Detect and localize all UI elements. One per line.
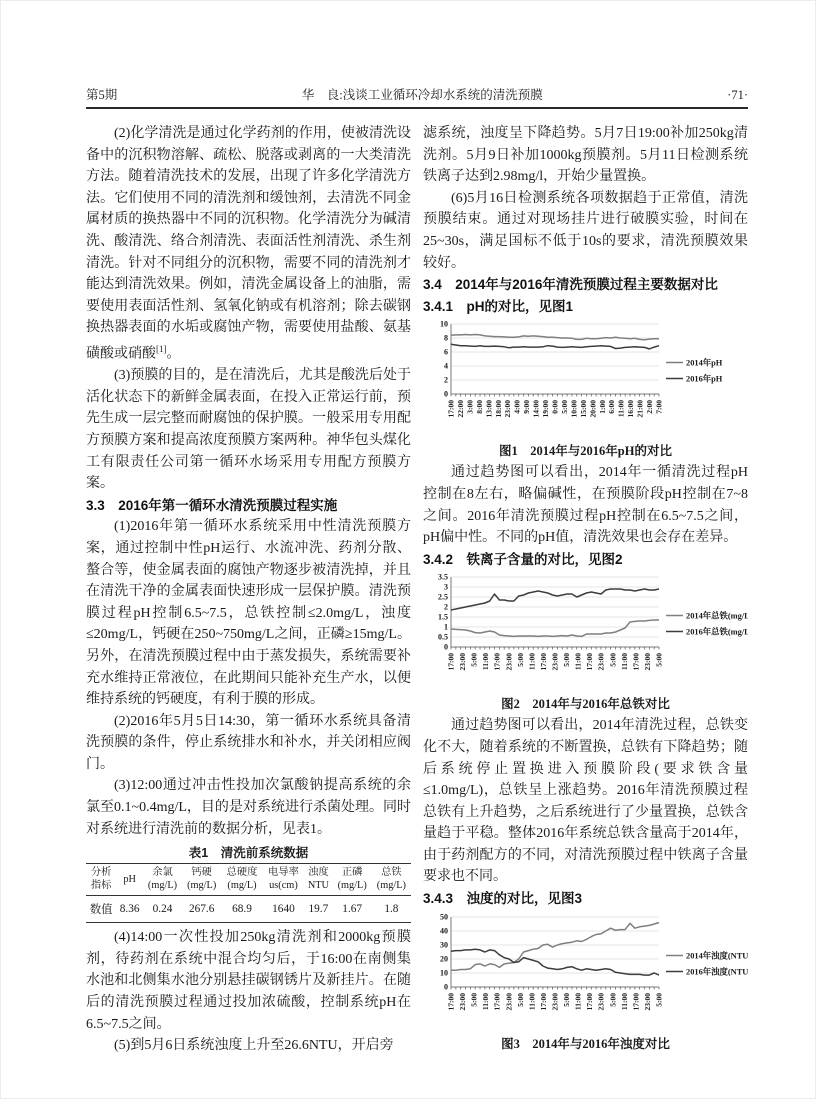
table-header-cell: 钙硬 (mg/L) [182, 864, 221, 896]
svg-text:23:00: 23:00 [550, 992, 560, 1011]
table-cell: 1.8 [384, 903, 399, 916]
table-header-row [86, 864, 411, 896]
svg-text:8: 8 [444, 333, 448, 343]
svg-text:23:00: 23:00 [504, 653, 514, 671]
svg-text:11:00: 11:00 [619, 992, 629, 1010]
svg-text:23:00: 23:00 [642, 992, 652, 1011]
table-header-cell: 分析 指标 [86, 864, 116, 896]
svg-text:5:00: 5:00 [654, 653, 664, 668]
svg-text:0: 0 [444, 982, 448, 992]
page-header [86, 85, 748, 103]
svg-text:13:00: 13:00 [484, 400, 494, 418]
svg-text:5:00: 5:00 [608, 992, 618, 1007]
svg-text:1: 1 [444, 622, 448, 632]
subsection-heading-3-4-1: 3.4.1 pH的对比，见图1 [423, 298, 574, 314]
svg-text:17:00: 17:00 [492, 992, 502, 1011]
svg-text:8:00: 8:00 [474, 400, 484, 415]
table-header-cell: pH [116, 864, 143, 896]
figure-1-caption: 图1 2014年与2016年pH的对比 [499, 444, 672, 459]
ph-comparison-chart [423, 319, 748, 435]
svg-text:21:00: 21:00 [635, 400, 645, 418]
svg-text:23:00: 23:00 [596, 653, 606, 671]
paragraph-may16: (6)5月16日检测系统各项数据趋于正常值，清洗预膜结束。通过对现场挂片进行破膜实验，时间在25~30s，满足国标不低于10s的要求，清洗预膜效果较好。 [423, 190, 748, 271]
paragraph-ph-analysis: 通过趋势图可以看出，2014年一循清洗过程pH控制在8左右，略偏碱性，在预膜阶段pH控制在7~8之间。2016年清洗预膜过程pH控制在6.5~7.5之间，pH偏中性。不同的pH值，清洗效果也会存在差异。 [423, 465, 748, 546]
page-number: ·71· [727, 88, 748, 102]
journal-issue: 第5期 [86, 88, 118, 102]
svg-text:7:00: 7:00 [654, 400, 664, 415]
turbidity-comparison-chart [423, 912, 748, 1028]
svg-text:5:00: 5:00 [562, 992, 572, 1007]
figure-2 [423, 572, 748, 712]
table-header-cell: 电导率 us(cm) [263, 864, 304, 896]
svg-text:5:00: 5:00 [469, 653, 479, 668]
svg-text:20:00: 20:00 [588, 400, 598, 418]
section-heading-3-4: 3.4 2014年与2016年清洗预膜过程主要数据对比 [423, 277, 718, 293]
subsection-heading-3-4-2: 3.4.2 铁离子含量的对比，见图2 [423, 551, 623, 567]
svg-text:17:00: 17:00 [492, 653, 502, 671]
svg-text:4: 4 [444, 361, 448, 371]
table-header-cell: 总铁 (mg/L) [372, 864, 411, 896]
table-cell: 68.9 [232, 903, 252, 916]
left-column [86, 123, 411, 1057]
svg-text:50: 50 [440, 912, 448, 922]
svg-text:17:00: 17:00 [631, 992, 641, 1011]
svg-text:2014年pH: 2014年pH [686, 358, 723, 368]
paragraph-may5: (2)2016年5月5日14:30，第一循环水系统具备清洗预膜的条件，停止系统排水和补水，并关闭相应阀门。 [86, 713, 411, 772]
svg-text:17:00: 17:00 [585, 992, 595, 1011]
table-cell: 0.24 [152, 903, 173, 916]
svg-text:11:00: 11:00 [619, 653, 629, 671]
svg-text:17:00: 17:00 [538, 653, 548, 671]
svg-text:2.5: 2.5 [438, 592, 448, 602]
svg-text:23:00: 23:00 [504, 992, 514, 1011]
table-cell: 19.7 [308, 903, 329, 916]
svg-text:5:00: 5:00 [562, 653, 572, 668]
paragraph-filter-continuation: 滤系统，浊度呈下降趋势。5月7日19:00补加250kg清洗剂。5月9日补加1000kg预膜剂。5月11日检测系统铁离子达到2.98mg/l，开始少量置换。 [423, 126, 748, 185]
figure-2-caption: 图2 2014年与2016年总铁对比 [501, 697, 670, 712]
svg-text:0.5: 0.5 [438, 632, 448, 642]
svg-text:1.5: 1.5 [438, 612, 448, 622]
svg-text:2016年pH: 2016年pH [686, 374, 723, 384]
svg-text:5:00: 5:00 [469, 992, 479, 1007]
subsection-heading-3-4-3: 3.4.3 浊度的对比，见图3 [423, 891, 583, 907]
svg-text:2:00: 2:00 [645, 400, 655, 415]
svg-text:17:00: 17:00 [446, 400, 456, 418]
svg-text:18:00: 18:00 [493, 400, 503, 418]
svg-text:3.5: 3.5 [438, 572, 448, 582]
two-column-body [86, 123, 748, 1057]
svg-text:3:00: 3:00 [465, 400, 475, 415]
paragraph-chemical-cleaning [86, 123, 411, 365]
svg-text:20: 20 [440, 954, 448, 964]
svg-text:9:00: 9:00 [522, 400, 532, 415]
paragraph-text: (2)化学清洗是通过化学药剂的作用，使被清洗设备中的沉积物溶解、疏松、脱落或剥离的一大类清洗方法。随着清洗技术的发展，出现了许多化学清洗方法。它们使用不同的清洗剂和缓蚀剂，去清洗不同金属材质的换热器中不同的沉积物。化学清洗分为碱清洗、酸清洗、络合剂清洗、表面活性剂清洗、杀生剂清洗。针对不同组分的沉积物，需要不同的清洗剂才能达到清洗效果。例如，清洗金属设备上的油脂，需要使用表面活性剂、氢氧化钠或有机溶剂；除去碳钢换热器表面的水垢或腐蚀产物，需要使用盐酸、氨基磺酸或硝酸 [86, 126, 411, 362]
paragraph-dosing: (4)14:00一次性投加250kg清洗剂和2000kg预膜剂，待药剂在系统中混合均匀后，于16:00在南侧集水池和北侧集水池分别悬挂碳钢锈片及新挂片。在随后的清洗预膜过程通过投加浓硫酸，控制系统pH在6.5~7.5之间。 [86, 930, 411, 1032]
svg-text:11:00: 11:00 [616, 400, 626, 418]
svg-text:17:00: 17:00 [631, 653, 641, 671]
svg-text:5:00: 5:00 [608, 653, 618, 668]
table-caption: 表1 清洗前系统数据 [188, 846, 309, 861]
table-header-cell: 总硬度 (mg/L) [221, 864, 262, 896]
svg-text:23:00: 23:00 [642, 653, 652, 671]
svg-text:5:00: 5:00 [559, 400, 569, 415]
svg-text:2: 2 [444, 375, 448, 385]
paragraph-iron-analysis: 通过趋势图可以看出，2014年清洗过程，总铁变化不大，随着系统的不断置换，总铁有下降趋势；随后系统停止置换进入预膜阶段(要求铁含量≤1.0mg/L)，总铁呈上涨趋势。2016年清洗预膜过程总铁有上升趋势，之后系统进行了少量置换，总铁含量趋于平稳。整体2016年系统总铁含量高于2014年，由于药剂配方的不同，对清洗预膜过程中铁离子含量要求也不同。 [423, 718, 748, 885]
citation-ref: [1] [156, 343, 167, 354]
svg-text:11:00: 11:00 [573, 653, 583, 671]
svg-text:4:00: 4:00 [512, 400, 522, 415]
svg-text:40: 40 [440, 926, 448, 936]
svg-text:23:00: 23:00 [503, 400, 513, 418]
right-column [423, 123, 748, 1057]
paragraph-chlorine: (3)12:00通过冲击性投加次氯酸钠提高系统的余氯至0.1~0.4mg/L，目的是对系统进行杀菌处理。同时对系统进行清洗前的数据分析，见表1。 [86, 778, 411, 837]
table-row [86, 896, 411, 923]
svg-text:2016年浊度(NTU): 2016年浊度(NTU) [686, 966, 748, 976]
figure-3-caption: 图3 2014年与2016年浊度对比 [501, 1036, 670, 1051]
svg-text:30: 30 [440, 940, 448, 950]
svg-text:17:00: 17:00 [446, 992, 456, 1011]
svg-text:16:00: 16:00 [626, 400, 636, 418]
svg-text:19:00: 19:00 [541, 400, 551, 418]
svg-text:11:00: 11:00 [573, 992, 583, 1010]
table-cell: 8.36 [119, 903, 140, 916]
svg-text:2014年总铁(mg/L): 2014年总铁(mg/L) [686, 611, 748, 621]
svg-text:11:00: 11:00 [527, 653, 537, 671]
svg-text:17:00: 17:00 [538, 992, 548, 1011]
svg-text:3: 3 [444, 582, 448, 592]
table-cell: 267.6 [188, 903, 215, 916]
paragraph-turbidity-rise: (5)到5月6日系统浊度上升至26.6NTU，开启旁 [114, 1038, 394, 1054]
svg-text:0:00: 0:00 [550, 400, 560, 415]
svg-text:6: 6 [444, 347, 448, 357]
svg-text:11:00: 11:00 [481, 992, 491, 1010]
header-rule [86, 107, 748, 109]
svg-text:5:00: 5:00 [515, 992, 525, 1007]
section-heading-3-3: 3.3 2016年第一循环水清洗预膜过程实施 [86, 497, 338, 513]
table-cell: 数值 [89, 904, 113, 917]
paragraph-prefilm-purpose: (3)预膜的目的，是在清洗后，尤其是酸洗后处于活化状态下的新鲜金属表面，在投入正常运行前，预先生成一层完整而耐腐蚀的保护膜。一般采用专用配方预膜方案和提高浓度预膜方案两种。神华包头煤化工有限责任公司第一循环水场采用专用配方预膜方案。 [86, 368, 411, 492]
table-header-cell: 正磷 (mg/L) [333, 864, 372, 896]
svg-text:2014年浊度(NTU): 2014年浊度(NTU) [686, 950, 748, 960]
running-title: 华 良:浅谈工业循环冷却水系统的清洗预膜 [301, 88, 543, 102]
svg-text:6:00: 6:00 [607, 400, 617, 415]
svg-text:1:00: 1:00 [597, 400, 607, 415]
paragraph-2016-scheme: (1)2016年第一循环水系统采用中性清洗预膜方案，通过控制中性pH运行、水流冲洗、药剂分散、螯合等，使金属表面的腐蚀产物逐步被清洗掉，并且在清洗干净的金属表面快速形成一层保护膜。清洗预膜过程pH控制6.5~7.5，总铁控制≤2.0mg/L，浊度≤20mg/L，钙硬在250~750mg/L之间，正磷≥15mg/L。另外，在清洗预膜过程中由于蒸发损失，系统需要补充水维持正常液位，在此期间只能补充生产水，以便维持系统的钙硬度，有利于膜的形成。 [86, 519, 411, 708]
svg-text:23:00: 23:00 [458, 653, 468, 671]
iron-comparison-chart [423, 572, 748, 688]
table-header-cell: 余氯 (mg/L) [143, 864, 182, 896]
table-header-cell: 浊度 NTU [304, 864, 332, 896]
table-cell: 1.67 [342, 903, 363, 916]
svg-text:11:00: 11:00 [527, 992, 537, 1010]
page-content [86, 85, 748, 1057]
svg-text:0: 0 [444, 642, 448, 652]
svg-text:23:00: 23:00 [458, 992, 468, 1011]
svg-text:22:00: 22:00 [455, 400, 465, 418]
table-cell: 1640 [272, 903, 295, 916]
figure-3 [423, 912, 748, 1052]
svg-text:10:00: 10:00 [569, 400, 579, 418]
svg-text:23:00: 23:00 [596, 992, 606, 1011]
svg-text:11:00: 11:00 [481, 653, 491, 671]
paragraph-text: 。 [166, 346, 181, 362]
svg-text:0: 0 [444, 389, 448, 399]
svg-text:10: 10 [440, 319, 448, 329]
svg-text:17:00: 17:00 [446, 653, 456, 671]
svg-text:15:00: 15:00 [578, 400, 588, 418]
figure-1 [423, 319, 748, 459]
svg-text:10: 10 [440, 968, 448, 978]
svg-text:17:00: 17:00 [585, 653, 595, 671]
pre-cleaning-data-table [86, 863, 411, 923]
svg-text:14:00: 14:00 [531, 400, 541, 418]
svg-text:5:00: 5:00 [515, 653, 525, 668]
svg-text:2016年总铁(mg/L): 2016年总铁(mg/L) [686, 627, 748, 637]
svg-text:23:00: 23:00 [550, 653, 560, 671]
svg-text:2: 2 [444, 602, 448, 612]
svg-text:5:00: 5:00 [654, 992, 664, 1007]
